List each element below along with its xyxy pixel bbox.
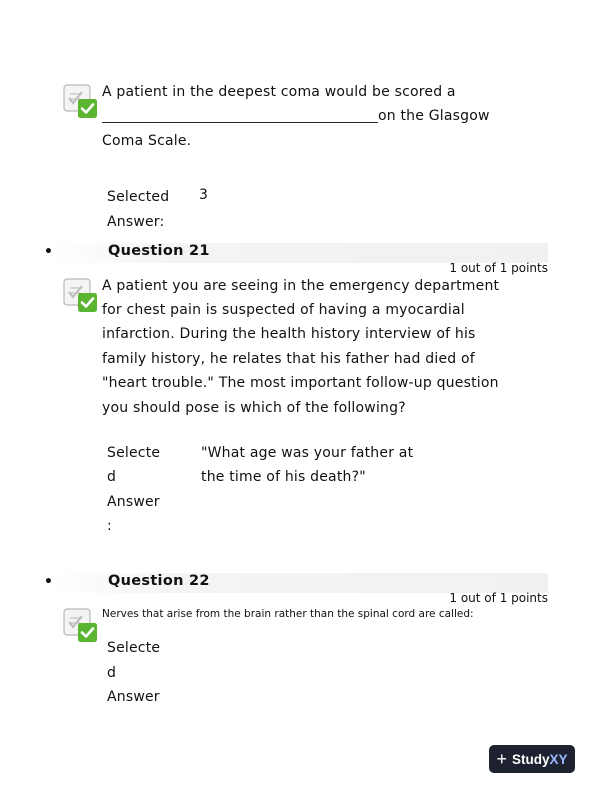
correct-answer-check-icon [63,278,99,314]
question-21-text-line-1: A patient you are seeing in the emergency department [102,278,500,294]
selected-answer-label-line-1: Selected [107,189,170,205]
question-21-text-line-3: infarction. During the health history interview of his [102,326,476,342]
selected-answer-value: 3 [199,187,209,203]
selected-answer-label-line-3: Answer [107,494,160,510]
question-21-text-line-6: you should pose is which of the following? [102,400,406,416]
question-21-points: 1 out of 1 points [449,261,548,275]
selected-answer-label-line-2: d [107,665,117,681]
logo-text-xy: XY [549,751,568,767]
question-22-bullet: • [44,574,53,590]
question-20-text-line-1: A patient in the deepest coma would be scored a [102,84,456,100]
correct-answer-check-icon [63,608,99,644]
studyxy-logo[interactable] [489,745,575,773]
selected-answer-label-line-4: : [107,518,112,534]
question-22-points: 1 out of 1 points [449,591,548,605]
question-20-text-line-2: on the Glasgow [378,108,490,124]
question-20-text-line-3: Coma Scale. [102,133,192,149]
question-21-text-line-4: family history, he relates that his father had died of [102,351,475,367]
question-21-text-line-2: for chest pain is suspected of having a myocardial [102,302,465,318]
question-21-title: Question 21 [108,243,210,259]
selected-answer-label-line-2: d [107,469,117,485]
selected-answer-value-line-1: "What age was your father at [201,445,414,461]
question-21-text-line-5: "heart trouble." The most important follow-up question [102,375,499,391]
selected-answer-label-line-1: Selecte [107,445,161,461]
logo-text-study: Study [511,751,550,767]
selected-answer-label-line-2: Answer: [107,214,165,230]
plus-icon: + [496,749,507,769]
selected-answer-label-line-3: Answer [107,689,160,705]
question-22-text: Nerves that arise from the brain rather than the spinal cord are called: [102,608,474,620]
selected-answer-label-line-1: Selecte [107,640,161,656]
fill-in-blank-line [102,122,378,123]
question-22-title: Question 22 [108,573,210,589]
selected-answer-value-line-2: the time of his death?" [201,469,366,485]
question-21-bullet: • [44,244,53,260]
correct-answer-check-icon [63,84,99,120]
